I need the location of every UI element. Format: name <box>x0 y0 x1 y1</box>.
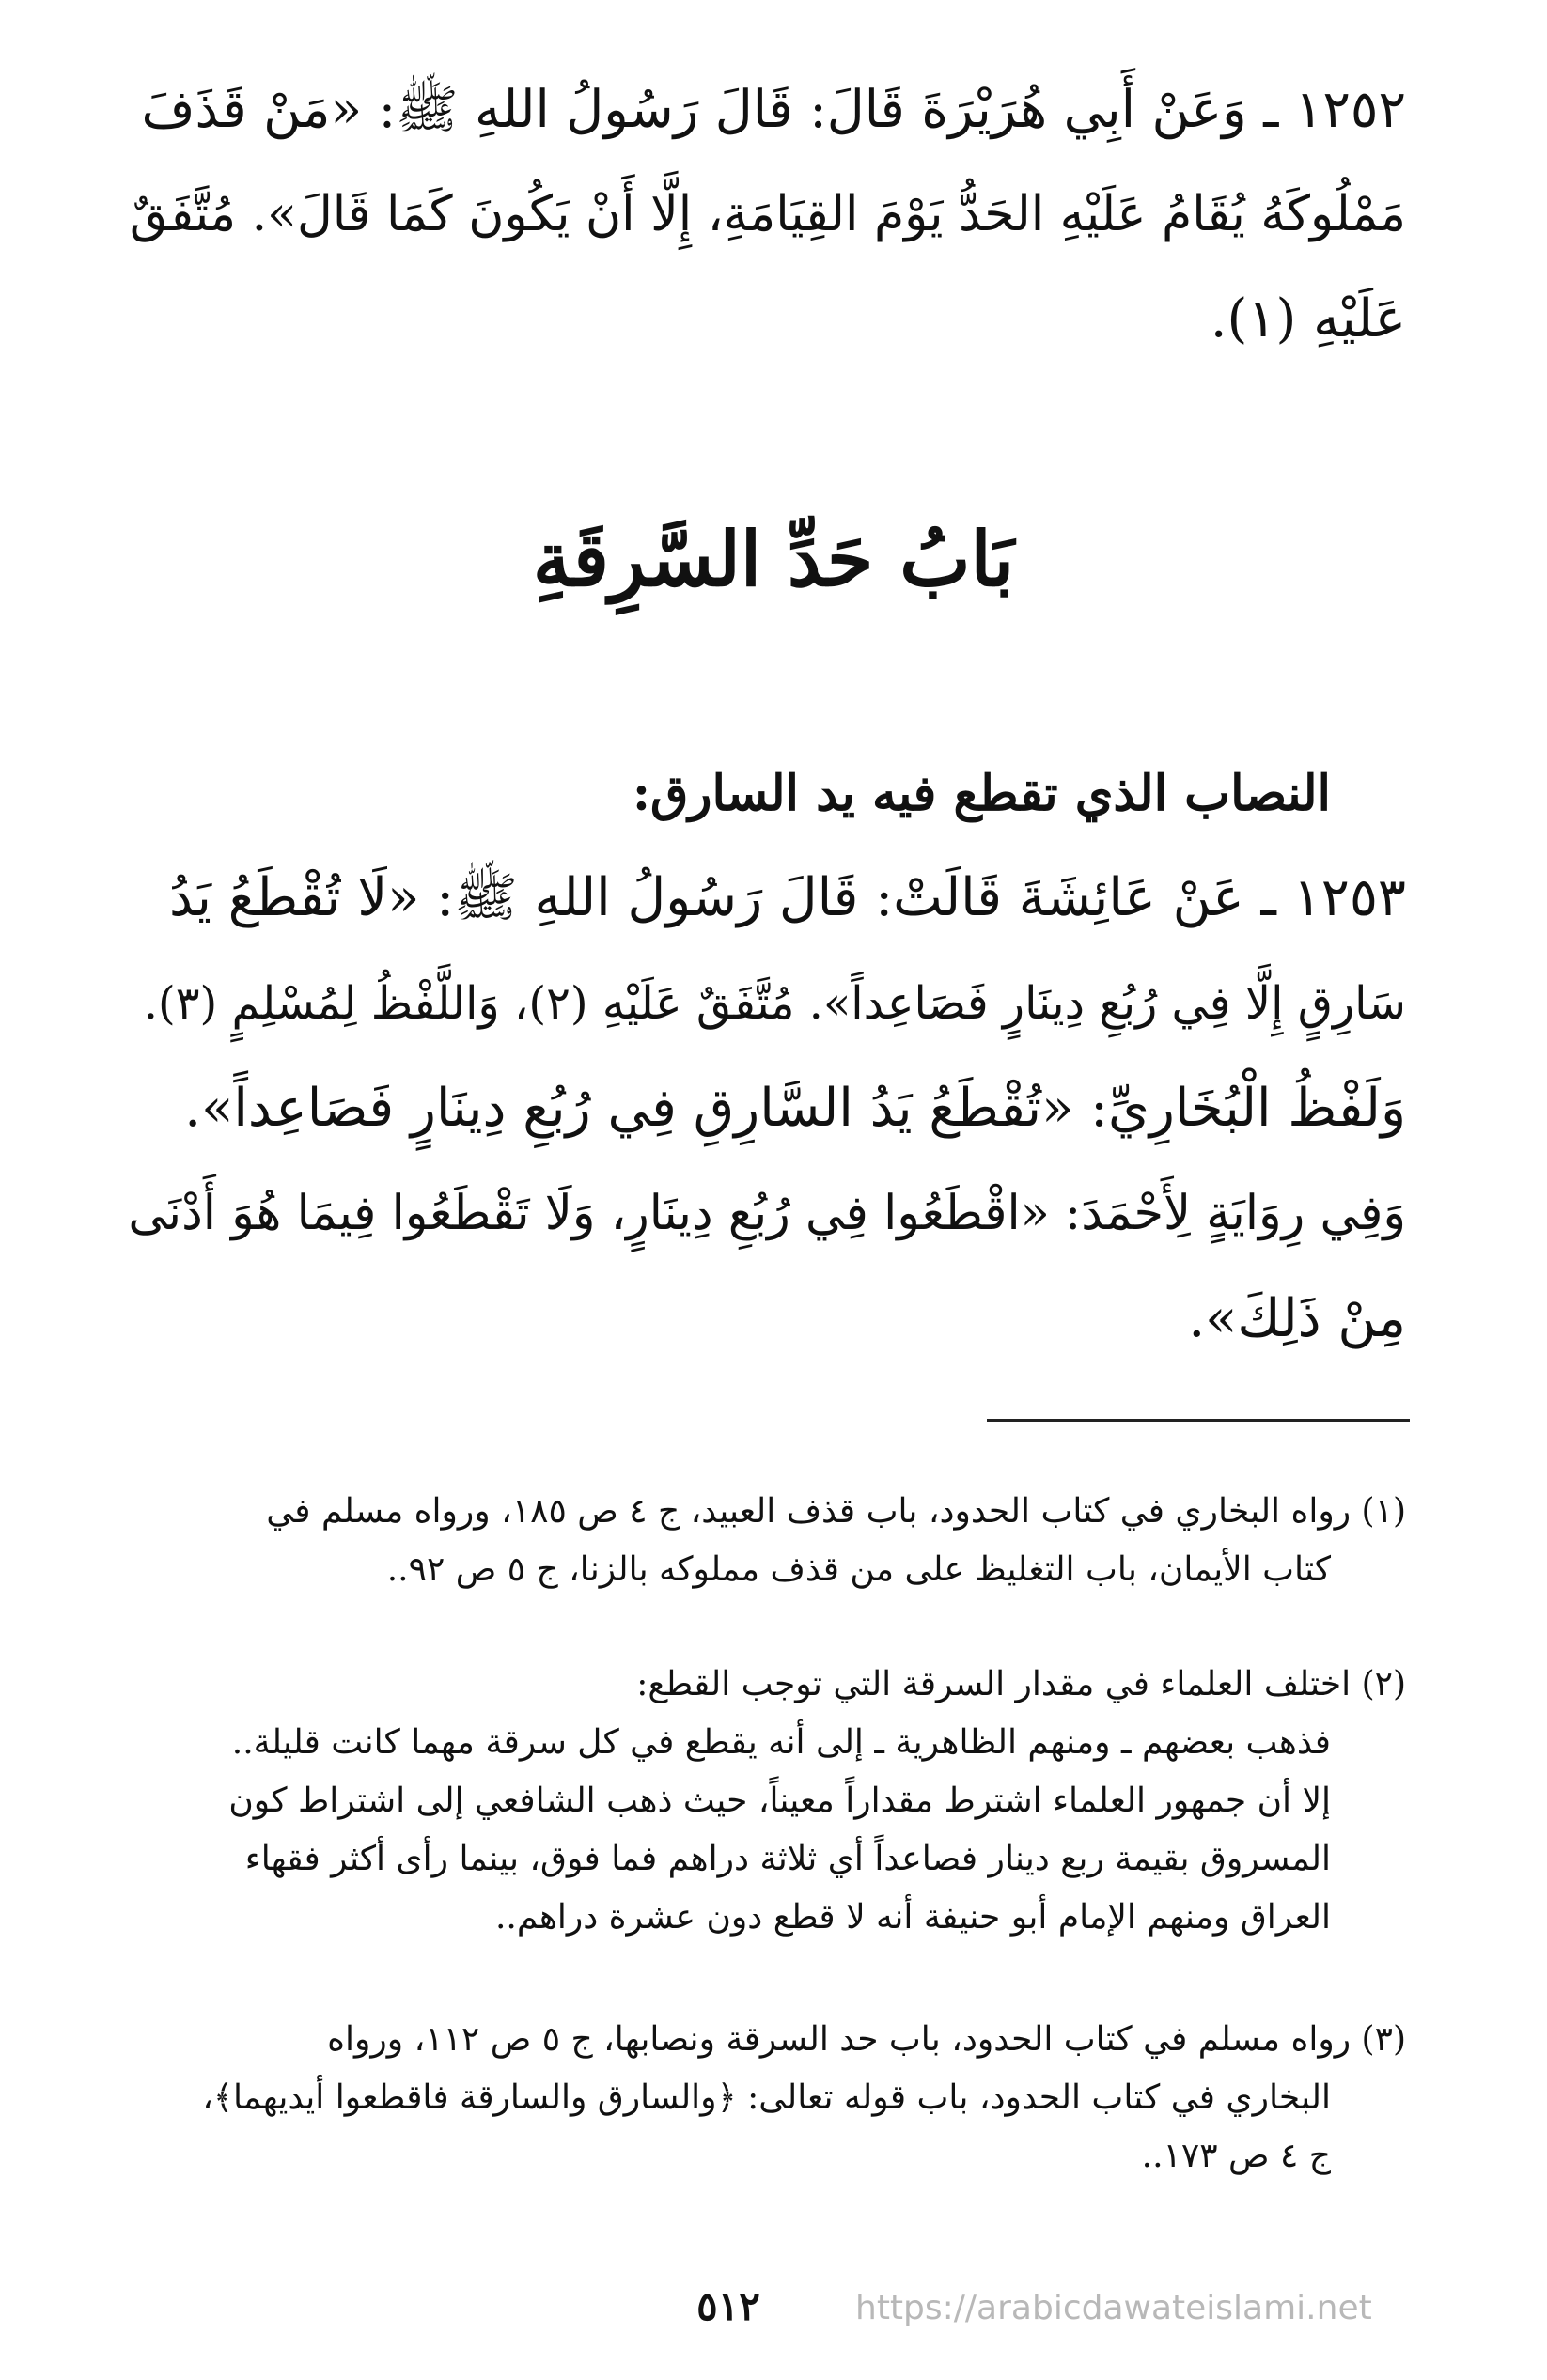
hadith-1253-line-3: وَلَفْظُ الْبُخَارِيِّ: «تُقْطَعُ يَدُ السَّارِقِ فِي رُبُعِ دِينَارٍ فَصَاعِداً». <box>184 1078 1406 1139</box>
hadith-1253-line-4: وَفِي رِوَايَةٍ لِأَحْمَدَ: «اقْطَعُوا فِي رُبُعِ دِينَارٍ، وَلَا تَقْطَعُوا فِيمَا هُوَ أَدْنَى <box>128 1186 1406 1241</box>
page-number: ٥١٢ <box>696 2283 760 2329</box>
footnote-1-line-1: (١) رواه البخاري في كتاب الحدود، باب قذف العبيد، ج ٤ ص ١٨٥، ورواه مسلم في <box>266 1492 1406 1531</box>
footnote-1 <box>109 1483 1406 1599</box>
footnote-1-line-2: كتاب الأيمان، باب التغليظ على من قذف مملوكه بالزنا، ج ٥ ص ٩٢.. <box>386 1550 1331 1589</box>
footnote-2 <box>109 1656 1406 1947</box>
footnote-3-line-1: (٣) رواه مسلم في كتاب الحدود، باب حد السرقة ونصابها، ج ٥ ص ١١٢، ورواه <box>327 2020 1406 2059</box>
footnote-2-line-5: العراق ومنهم الإمام أبو حنيفة أنه لا قطع دون عشرة دراهم.. <box>494 1898 1331 1937</box>
footnote-3-line-3: ج ٤ ص ١٧٣.. <box>1141 2137 1331 2175</box>
footnote-2-line-3: إلا أن جمهور العلماء اشترط مقداراً معيناً، حيث ذهب الشافعي إلى اشتراط كون <box>228 1781 1331 1820</box>
footnote-3-line-2: البخاري في كتاب الحدود، باب قوله تعالى: ﴿والسارق والسارقة فاقطعوا أيديهما﴾، <box>202 2078 1331 2117</box>
hadith-1253-line-2: سَارِقٍ إِلَّا فِي رُبُعِ دِينَارٍ فَصَاعِداً». مُتَّفَقٌ عَلَيْهِ (٢)، وَاللَّفْظُ لِمُسْلِمٍ (٣). <box>143 977 1406 1030</box>
hadith-1252-line-3: عَلَيْهِ (١). <box>1210 288 1406 350</box>
hadith-1253 <box>128 846 1406 1372</box>
section-heading: النصاب الذي تقطع فيه يد السارق: <box>632 765 1331 822</box>
hadith-1253-line-1: ١٢٥٣ ـ عَنْ عَائِشَةَ قَالَتْ: قَالَ رَسُولُ اللهِ ﷺ: «لَا تُقْطَعُ يَدُ <box>169 867 1406 928</box>
chapter-title: بَابُ حَدِّ السَّرِقَةِ <box>532 515 1015 603</box>
hadith-1253-line-5: مِنْ ذَلِكَ». <box>1188 1288 1406 1349</box>
footnote-2-line-2: فذهب بعضهم ـ ومنهم الظاهرية ـ إلى أنه يقطع في كل سرقة مهما كانت قليلة.. <box>231 1723 1331 1762</box>
hadith-1252-line-2: مَمْلُوكَهُ يُقَامُ عَلَيْهِ الحَدُّ يَوْمَ القِيَامَةِ، إِلَّا أَنْ يَكُونَ كَمَا قَالَ». مُتَّفَقٌ <box>129 186 1406 242</box>
hadith-1252-line-1: ١٢٥٢ ـ وَعَنْ أَبِي هُرَيْرَةَ قَالَ: قَالَ رَسُولُ اللهِ ﷺ: «مَنْ قَذَفَ <box>141 79 1406 139</box>
footnote-divider <box>987 1419 1410 1422</box>
footnote-2-line-1: (٢) اختلف العلماء في مقدار السرقة التي توجب القطع: <box>636 1665 1406 1703</box>
hadith-1252 <box>128 56 1406 372</box>
footnote-3 <box>109 2011 1406 2186</box>
watermark-url: https://arabicdawateislami.net <box>855 2289 1372 2327</box>
footnote-2-line-4: المسروق بقيمة ربع دينار فصاعداً أي ثلاثة دراهم فما فوق، بينما رأى أكثر فقهاء <box>244 1840 1331 1878</box>
